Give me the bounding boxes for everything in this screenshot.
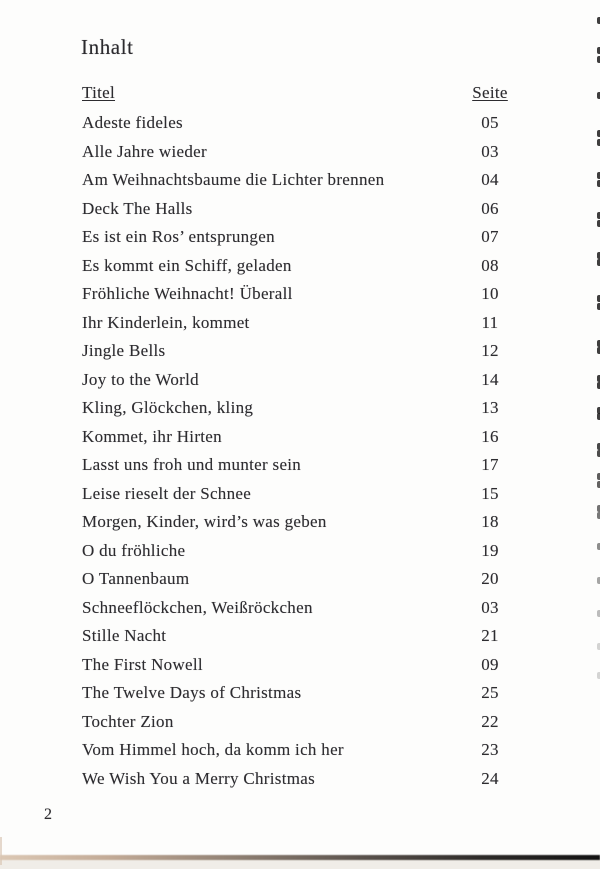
toc-entry-title: Leise rieselt der Schnee xyxy=(82,483,252,503)
scan-bottom-edge xyxy=(0,857,600,869)
toc-header-page: Seite xyxy=(472,83,508,102)
toc-entry-title: Morgen, Kinder, wird’s was geben xyxy=(82,512,327,532)
toc-entry-title: Alle Jahre wieder xyxy=(82,141,207,161)
folio-page-number: 2 xyxy=(44,806,52,823)
toc-entry-page: 06 xyxy=(481,198,499,218)
toc-row xyxy=(82,428,510,457)
toc-entry-page: 14 xyxy=(481,369,499,389)
toc-row xyxy=(82,200,510,229)
toc-entry-title: O Tannenbaum xyxy=(82,569,190,589)
toc-entry-page: 08 xyxy=(481,255,499,275)
toc-entry-page: 09 xyxy=(481,654,499,674)
toc-entry-title: Deck The Halls xyxy=(82,198,193,218)
toc-entry-title: Es ist ein Ros’ entsprungen xyxy=(82,227,275,247)
toc-entry-page: 16 xyxy=(481,426,499,446)
toc-entry-page: 18 xyxy=(481,512,499,532)
toc-header xyxy=(82,84,510,101)
toc-entry-title: We Wish You a Merry Christmas xyxy=(82,768,315,788)
toc-entry-page: 03 xyxy=(481,141,499,161)
toc-row xyxy=(82,171,510,200)
toc-entry-title: Stille Nacht xyxy=(82,626,167,646)
toc-entry-page: 07 xyxy=(481,227,499,247)
binding-marks xyxy=(592,0,600,869)
toc-row xyxy=(82,399,510,428)
toc-entry-page: 12 xyxy=(481,341,499,361)
toc-entry-page: 10 xyxy=(481,284,499,304)
toc-entry-page: 21 xyxy=(481,626,499,646)
toc-header-title: Titel xyxy=(82,83,116,102)
toc-entry-title: Schneeflöckchen, Weißröckchen xyxy=(82,597,313,617)
toc-entry-page: 04 xyxy=(481,170,499,190)
toc-entry-title: Kommet, ihr Hirten xyxy=(82,426,222,446)
page-title: Inhalt xyxy=(81,35,134,59)
toc-entry-page: 11 xyxy=(481,312,499,332)
toc-row xyxy=(82,114,510,143)
toc-entry-title: Adeste fideles xyxy=(82,113,183,132)
toc-entry-title: Fröhliche Weihnacht! Überall xyxy=(82,284,293,304)
toc-entry-page: 13 xyxy=(481,398,499,418)
toc-row xyxy=(82,456,510,485)
toc-entry-page: 03 xyxy=(481,597,499,617)
toc-entry-title: Kling, Glöckchen, kling xyxy=(82,398,254,418)
toc-entry-title: Lasst uns froh und munter sein xyxy=(82,455,302,475)
toc-entry-page: 23 xyxy=(481,740,499,760)
toc-entry-title: O du fröhliche xyxy=(82,540,186,560)
toc-row xyxy=(82,684,510,713)
toc-row xyxy=(82,285,510,314)
toc-row xyxy=(82,542,510,571)
toc-row xyxy=(82,713,510,742)
toc-entry-title: Jingle Bells xyxy=(82,341,166,361)
toc-entry-title: Am Weihnachtsbaume die Lichter brennen xyxy=(82,170,385,190)
toc-row xyxy=(82,371,510,400)
toc-row xyxy=(82,314,510,343)
toc-entry-page: 25 xyxy=(481,683,499,703)
toc-entry-title: The First Nowell xyxy=(82,654,203,674)
toc-row xyxy=(82,656,510,685)
toc-entry-page: 19 xyxy=(481,540,499,560)
toc-row xyxy=(82,513,510,542)
toc-row xyxy=(82,741,510,770)
toc-row xyxy=(82,342,510,371)
toc-row xyxy=(82,228,510,257)
toc-row xyxy=(82,485,510,514)
toc-list xyxy=(82,114,510,798)
toc-entry-page: 24 xyxy=(481,768,499,788)
toc-entry-page: 20 xyxy=(481,569,499,589)
toc-entry-title: Ihr Kinderlein, kommet xyxy=(82,312,250,332)
toc-row xyxy=(82,257,510,286)
toc-row xyxy=(82,143,510,172)
toc-entry-page: 15 xyxy=(481,483,499,503)
toc-row xyxy=(82,627,510,656)
toc-entry-page: 17 xyxy=(481,455,499,475)
toc-row xyxy=(82,770,510,799)
toc-entry-title: Es kommt ein Schiff, geladen xyxy=(82,255,292,275)
scan-left-edge xyxy=(0,837,2,865)
toc-entry-title: Vom Himmel hoch, da komm ich her xyxy=(82,740,344,760)
toc-entry-title: Joy to the World xyxy=(82,369,199,389)
scan-bottom-shadow-line xyxy=(0,855,600,860)
toc-row xyxy=(82,599,510,628)
toc-entry-title: Tochter Zion xyxy=(82,711,174,731)
toc-entry-page: 22 xyxy=(481,711,499,731)
toc-entry-title: The Twelve Days of Christmas xyxy=(82,683,302,703)
toc-row xyxy=(82,570,510,599)
toc-entry-page: 05 xyxy=(481,113,499,132)
